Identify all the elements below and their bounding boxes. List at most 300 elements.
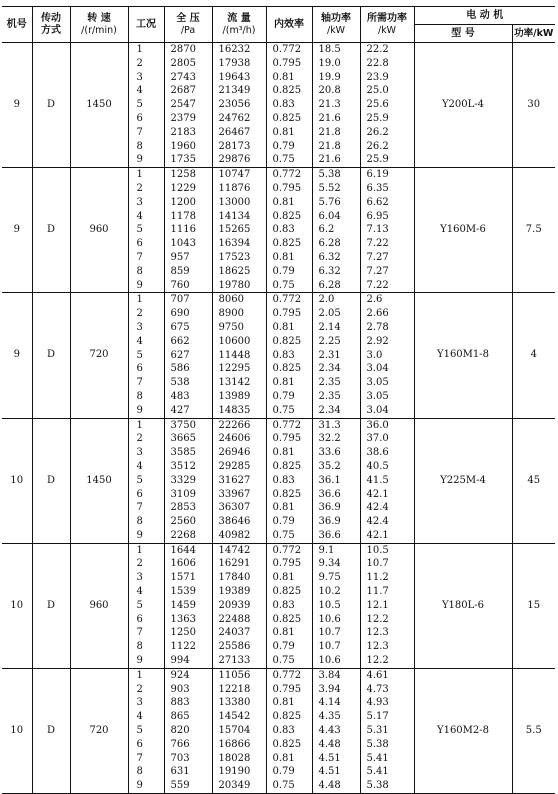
flow-value: 27133 xyxy=(218,655,251,667)
shaft-power-value: 10.6 xyxy=(318,655,341,667)
required-power-value: 5.38 xyxy=(366,738,389,750)
condition-value: 5 xyxy=(136,99,143,111)
flow-cell xyxy=(212,293,266,418)
pressure-value: 1606 xyxy=(170,558,196,570)
flow-value: 14134 xyxy=(218,210,251,222)
efficiency-value: 0.825 xyxy=(272,586,302,598)
required-power-value: 6.62 xyxy=(366,196,389,208)
flow-value: 11056 xyxy=(218,669,251,681)
efficiency-value: 0.81 xyxy=(272,502,295,514)
shaft-power-value: 21.8 xyxy=(318,126,341,138)
efficiency-value: 0.81 xyxy=(272,126,295,138)
pressure-value: 1178 xyxy=(170,210,196,222)
shaft-power-cell xyxy=(312,168,360,293)
flow-value: 18625 xyxy=(218,265,251,277)
header-speed-unit: /(r/min) xyxy=(81,24,117,36)
header-shaft-power-label: 轴功率 xyxy=(321,12,351,24)
pressure-value: 1735 xyxy=(170,154,196,166)
flow-value: 13989 xyxy=(218,390,251,402)
condition-value: 2 xyxy=(136,433,143,445)
required-power-value: 42.1 xyxy=(366,529,389,541)
flow-value: 13380 xyxy=(218,697,251,709)
required-power-value: 42.4 xyxy=(366,502,389,514)
pressure-value: 883 xyxy=(170,697,190,709)
shaft-power-value: 10.6 xyxy=(318,613,341,625)
motor-model-cell: Y225M-4 xyxy=(414,418,512,543)
flow-value: 13000 xyxy=(218,196,251,208)
shaft-power-value: 21.3 xyxy=(318,99,341,111)
pressure-value: 865 xyxy=(170,711,190,723)
machine-no-cell: 10 xyxy=(2,418,32,543)
condition-value: 5 xyxy=(136,224,143,236)
header-pressure xyxy=(164,7,212,43)
pressure-value: 1459 xyxy=(170,599,196,611)
required-power-cell xyxy=(360,168,414,293)
flow-value: 21349 xyxy=(218,85,251,97)
efficiency-cell xyxy=(266,293,312,418)
pressure-value: 3512 xyxy=(170,460,196,472)
pressure-value: 903 xyxy=(170,683,190,695)
efficiency-value: 0.81 xyxy=(272,447,295,459)
shaft-power-cell xyxy=(312,293,360,418)
shaft-power-value: 21.6 xyxy=(318,154,341,166)
flow-value: 16394 xyxy=(218,238,251,250)
flow-value: 24762 xyxy=(218,112,251,124)
shaft-power-value: 6.28 xyxy=(318,238,341,250)
efficiency-value: 0.83 xyxy=(272,99,295,111)
pressure-value: 3665 xyxy=(170,433,196,445)
header-motor-model: 型 号 xyxy=(414,25,512,43)
flow-value: 19643 xyxy=(218,71,251,83)
required-power-value: 7.27 xyxy=(366,265,389,277)
required-power-value: 5.41 xyxy=(366,752,389,764)
pressure-value: 1363 xyxy=(170,613,196,625)
efficiency-value: 0.825 xyxy=(272,738,302,750)
shaft-power-value: 6.28 xyxy=(318,279,341,291)
flow-value: 20349 xyxy=(218,780,251,792)
shaft-power-value: 4.48 xyxy=(318,738,341,750)
shaft-power-value: 10.2 xyxy=(318,586,341,598)
condition-value: 8 xyxy=(136,766,143,778)
pressure-value: 3750 xyxy=(170,419,196,431)
efficiency-value: 0.825 xyxy=(272,210,302,222)
drive-cell: D xyxy=(32,168,70,293)
efficiency-value: 0.79 xyxy=(272,766,295,778)
condition-value: 5 xyxy=(136,349,143,361)
efficiency-value: 0.79 xyxy=(272,390,295,402)
pressure-value: 859 xyxy=(170,265,190,277)
pressure-value: 994 xyxy=(170,655,190,667)
speed-cell: 1450 xyxy=(70,43,128,168)
flow-value: 12295 xyxy=(218,363,251,375)
condition-value: 3 xyxy=(136,196,143,208)
flow-value: 38646 xyxy=(218,516,251,528)
efficiency-value: 0.772 xyxy=(272,544,302,556)
condition-value: 3 xyxy=(136,697,143,709)
shaft-power-value: 4.43 xyxy=(318,725,341,737)
shaft-power-value: 36.6 xyxy=(318,488,341,500)
required-power-value: 7.13 xyxy=(366,224,389,236)
required-power-value: 25.9 xyxy=(366,112,389,124)
required-power-value: 12.2 xyxy=(366,613,389,625)
pressure-value: 631 xyxy=(170,766,190,778)
condition-value: 5 xyxy=(136,599,143,611)
pressure-value: 1539 xyxy=(170,586,196,598)
flow-value: 13142 xyxy=(218,377,251,389)
efficiency-value: 0.75 xyxy=(272,655,295,667)
condition-value: 6 xyxy=(136,363,143,375)
shaft-power-value: 10.5 xyxy=(318,599,341,611)
pressure-value: 1200 xyxy=(170,196,196,208)
required-power-value: 5.17 xyxy=(366,711,389,723)
pressure-value: 586 xyxy=(170,363,190,375)
flow-value: 15704 xyxy=(218,725,251,737)
speed-cell: 1450 xyxy=(70,418,128,543)
efficiency-value: 0.81 xyxy=(272,71,295,83)
efficiency-value: 0.825 xyxy=(272,613,302,625)
required-power-value: 26.2 xyxy=(366,140,389,152)
shaft-power-value: 9.34 xyxy=(318,558,341,570)
shaft-power-value: 2.25 xyxy=(318,335,341,347)
shaft-power-value: 4.35 xyxy=(318,711,341,723)
required-power-value: 12.3 xyxy=(366,641,389,653)
required-power-cell xyxy=(360,293,414,418)
group-row xyxy=(2,418,555,543)
required-power-cell xyxy=(360,418,414,543)
efficiency-value: 0.75 xyxy=(272,279,295,291)
required-power-value: 5.41 xyxy=(366,766,389,778)
flow-value: 19780 xyxy=(218,279,251,291)
condition-value: 4 xyxy=(136,586,143,598)
flow-value: 10600 xyxy=(218,335,251,347)
shaft-power-value: 4.14 xyxy=(318,697,341,709)
shaft-power-value: 2.31 xyxy=(318,349,341,361)
condition-value: 1 xyxy=(136,544,143,556)
flow-value: 8060 xyxy=(218,294,244,306)
flow-value: 24606 xyxy=(218,433,251,445)
efficiency-value: 0.795 xyxy=(272,308,302,320)
shaft-power-value: 9.75 xyxy=(318,572,341,584)
shaft-power-value: 4.51 xyxy=(318,752,341,764)
speed-cell: 720 xyxy=(70,293,128,418)
speed-cell: 720 xyxy=(70,668,128,793)
flow-value: 17840 xyxy=(218,572,251,584)
motor-model-cell: Y180L-6 xyxy=(414,543,512,668)
condition-value: 7 xyxy=(136,752,143,764)
efficiency-value: 0.75 xyxy=(272,154,295,166)
efficiency-value: 0.79 xyxy=(272,516,295,528)
shaft-power-value: 33.6 xyxy=(318,447,341,459)
flow-cell xyxy=(212,668,266,793)
flow-value: 24037 xyxy=(218,627,251,639)
flow-value: 11876 xyxy=(218,182,251,194)
required-power-value: 23.9 xyxy=(366,71,389,83)
pressure-value: 2853 xyxy=(170,502,196,514)
efficiency-value: 0.81 xyxy=(272,752,295,764)
required-power-cell xyxy=(360,668,414,793)
efficiency-value: 0.79 xyxy=(272,140,295,152)
condition-cell xyxy=(128,168,164,293)
header-required-power-label: 所需功率 xyxy=(367,12,407,24)
required-power-value: 5.38 xyxy=(366,780,389,792)
pressure-cell xyxy=(164,668,212,793)
efficiency-value: 0.81 xyxy=(272,697,295,709)
pressure-value: 559 xyxy=(170,780,190,792)
efficiency-value: 0.83 xyxy=(272,349,295,361)
flow-value: 19190 xyxy=(218,766,251,778)
required-power-value: 12.2 xyxy=(366,655,389,667)
shaft-power-value: 36.9 xyxy=(318,516,341,528)
shaft-power-value: 2.35 xyxy=(318,377,341,389)
speed-cell: 960 xyxy=(70,168,128,293)
flow-value: 18028 xyxy=(218,752,251,764)
pressure-cell xyxy=(164,418,212,543)
condition-value: 6 xyxy=(136,238,143,250)
required-power-value: 12.3 xyxy=(366,627,389,639)
condition-value: 2 xyxy=(136,683,143,695)
efficiency-value: 0.83 xyxy=(272,224,295,236)
flow-cell xyxy=(212,168,266,293)
header-motor: 电 动 机 xyxy=(414,7,555,25)
condition-value: 8 xyxy=(136,390,143,402)
flow-value: 25586 xyxy=(218,641,251,653)
condition-value: 6 xyxy=(136,488,143,500)
flow-value: 20939 xyxy=(218,599,251,611)
pressure-value: 3109 xyxy=(170,488,196,500)
required-power-value: 25.6 xyxy=(366,99,389,111)
required-power-value: 4.61 xyxy=(366,669,389,681)
flow-value: 8900 xyxy=(218,308,244,320)
machine-no-cell: 9 xyxy=(2,168,32,293)
efficiency-value: 0.81 xyxy=(272,251,295,263)
header-speed-label: 转 速 xyxy=(87,12,111,24)
flow-value: 15265 xyxy=(218,224,251,236)
header-flow-unit: /(m³/h) xyxy=(222,24,256,36)
machine-no-cell: 9 xyxy=(2,43,32,168)
machine-no-cell: 10 xyxy=(2,668,32,793)
efficiency-value: 0.825 xyxy=(272,85,302,97)
shaft-power-value: 20.8 xyxy=(318,85,341,97)
shaft-power-value: 21.6 xyxy=(318,112,341,124)
flow-value: 14835 xyxy=(218,404,251,416)
required-power-value: 2.6 xyxy=(366,294,383,306)
group-row xyxy=(2,668,555,793)
required-power-value: 3.04 xyxy=(366,363,389,375)
required-power-value: 22.2 xyxy=(366,44,389,55)
pressure-value: 1960 xyxy=(170,140,196,152)
efficiency-value: 0.772 xyxy=(272,169,302,181)
shaft-power-value: 6.32 xyxy=(318,265,341,277)
motor-model-cell: Y160M1-8 xyxy=(414,293,512,418)
pressure-value: 2547 xyxy=(170,99,196,111)
efficiency-value: 0.79 xyxy=(272,641,295,653)
efficiency-value: 0.795 xyxy=(272,182,302,194)
flow-value: 11448 xyxy=(218,349,251,361)
required-power-value: 3.05 xyxy=(366,390,389,402)
pressure-value: 1229 xyxy=(170,182,196,194)
flow-value: 17523 xyxy=(218,251,251,263)
condition-value: 1 xyxy=(136,169,143,181)
header-machine-no: 机号 xyxy=(2,7,32,43)
header-shaft-power-unit: /kW xyxy=(326,24,346,36)
pressure-value: 1644 xyxy=(170,544,196,556)
motor-model-cell: Y160M-6 xyxy=(414,168,512,293)
required-power-value: 6.19 xyxy=(366,169,389,181)
flow-value: 29876 xyxy=(218,154,251,166)
shaft-power-value: 2.05 xyxy=(318,308,341,320)
header-efficiency: 内效率 xyxy=(266,7,312,43)
efficiency-value: 0.825 xyxy=(272,488,302,500)
group-row xyxy=(2,43,555,168)
condition-value: 8 xyxy=(136,516,143,528)
condition-value: 9 xyxy=(136,279,143,291)
fan-performance-table-wrap xyxy=(2,6,555,794)
pressure-value: 627 xyxy=(170,349,190,361)
required-power-value: 7.22 xyxy=(366,279,389,291)
shaft-power-cell xyxy=(312,43,360,168)
condition-value: 6 xyxy=(136,112,143,124)
flow-value: 16232 xyxy=(218,44,251,55)
shaft-power-value: 2.0 xyxy=(318,294,335,306)
motor-power-cell: 4 xyxy=(512,293,555,418)
pressure-value: 703 xyxy=(170,752,190,764)
shaft-power-cell xyxy=(312,668,360,793)
required-power-value: 7.22 xyxy=(366,238,389,250)
flow-value: 9750 xyxy=(218,321,244,333)
header-drive-label: 传动方式 xyxy=(41,12,61,36)
shaft-power-cell xyxy=(312,543,360,668)
efficiency-value: 0.825 xyxy=(272,112,302,124)
shaft-power-value: 19.9 xyxy=(318,71,341,83)
condition-value: 4 xyxy=(136,85,143,97)
efficiency-value: 0.795 xyxy=(272,558,302,570)
efficiency-cell xyxy=(266,668,312,793)
flow-value: 29285 xyxy=(218,460,251,472)
pressure-value: 1250 xyxy=(170,627,196,639)
efficiency-value: 0.825 xyxy=(272,711,302,723)
required-power-value: 42.4 xyxy=(366,516,389,528)
motor-model-cell: Y160M2-8 xyxy=(414,668,512,793)
required-power-value: 7.27 xyxy=(366,251,389,263)
efficiency-cell xyxy=(266,418,312,543)
efficiency-value: 0.772 xyxy=(272,669,302,681)
shaft-power-value: 2.35 xyxy=(318,390,341,402)
shaft-power-value: 2.14 xyxy=(318,321,341,333)
shaft-power-value: 5.52 xyxy=(318,182,341,194)
condition-cell xyxy=(128,543,164,668)
motor-model-cell: Y200L-4 xyxy=(414,43,512,168)
pressure-value: 1258 xyxy=(170,169,196,181)
required-power-value: 25.0 xyxy=(366,85,389,97)
required-power-value: 4.73 xyxy=(366,683,389,695)
efficiency-value: 0.81 xyxy=(272,321,295,333)
condition-cell xyxy=(128,43,164,168)
header-pressure-label: 全 压 xyxy=(176,12,200,24)
drive-cell: D xyxy=(32,418,70,543)
shaft-power-value: 32.2 xyxy=(318,433,341,445)
condition-value: 1 xyxy=(136,294,143,306)
condition-value: 3 xyxy=(136,321,143,333)
condition-value: 6 xyxy=(136,738,143,750)
efficiency-value: 0.795 xyxy=(272,57,302,69)
efficiency-value: 0.83 xyxy=(272,599,295,611)
shaft-power-value: 36.1 xyxy=(318,474,341,486)
flow-value: 14542 xyxy=(218,711,251,723)
efficiency-cell xyxy=(266,543,312,668)
flow-value: 17938 xyxy=(218,57,251,69)
efficiency-value: 0.81 xyxy=(272,196,295,208)
motor-power-cell: 15 xyxy=(512,543,555,668)
shaft-power-value: 4.48 xyxy=(318,780,341,792)
flow-value: 22488 xyxy=(218,613,251,625)
pressure-value: 2268 xyxy=(170,529,196,541)
header-shaft-power xyxy=(312,7,360,43)
condition-value: 7 xyxy=(136,502,143,514)
flow-value: 28173 xyxy=(218,140,251,152)
required-power-value: 5.31 xyxy=(366,725,389,737)
required-power-value: 38.6 xyxy=(366,447,389,459)
header-required-power xyxy=(360,7,414,43)
pressure-value: 2743 xyxy=(170,71,196,83)
condition-value: 7 xyxy=(136,251,143,263)
required-power-value: 2.66 xyxy=(366,308,389,320)
shaft-power-value: 21.8 xyxy=(318,140,341,152)
condition-value: 2 xyxy=(136,308,143,320)
flow-value: 16291 xyxy=(218,558,251,570)
shaft-power-value: 36.9 xyxy=(318,502,341,514)
condition-value: 5 xyxy=(136,474,143,486)
required-power-value: 22.8 xyxy=(366,57,389,69)
flow-cell xyxy=(212,418,266,543)
shaft-power-value: 35.2 xyxy=(318,460,341,472)
shaft-power-value: 10.7 xyxy=(318,627,341,639)
efficiency-value: 0.83 xyxy=(272,474,295,486)
required-power-value: 3.04 xyxy=(366,404,389,416)
shaft-power-value: 6.32 xyxy=(318,251,341,263)
pressure-cell xyxy=(164,168,212,293)
flow-value: 23056 xyxy=(218,99,251,111)
flow-value: 16866 xyxy=(218,738,251,750)
pressure-value: 1571 xyxy=(170,572,196,584)
condition-value: 2 xyxy=(136,182,143,194)
required-power-value: 2.78 xyxy=(366,321,389,333)
required-power-value: 42.1 xyxy=(366,488,389,500)
pressure-value: 2379 xyxy=(170,112,196,124)
header-speed xyxy=(70,7,128,43)
condition-cell xyxy=(128,668,164,793)
shaft-power-value: 5.76 xyxy=(318,196,341,208)
condition-value: 4 xyxy=(136,210,143,222)
pressure-value: 690 xyxy=(170,308,190,320)
speed-cell: 960 xyxy=(70,543,128,668)
efficiency-value: 0.83 xyxy=(272,725,295,737)
condition-value: 1 xyxy=(136,44,143,55)
efficiency-cell xyxy=(266,168,312,293)
condition-value: 2 xyxy=(136,57,143,69)
pressure-cell xyxy=(164,43,212,168)
efficiency-value: 0.772 xyxy=(272,419,302,431)
pressure-value: 538 xyxy=(170,377,190,389)
pressure-value: 820 xyxy=(170,725,190,737)
efficiency-value: 0.825 xyxy=(272,460,302,472)
table-body xyxy=(2,43,555,794)
flow-value: 31627 xyxy=(218,474,251,486)
pressure-value: 2805 xyxy=(170,57,196,69)
condition-value: 8 xyxy=(136,140,143,152)
motor-power-cell: 45 xyxy=(512,418,555,543)
drive-cell: D xyxy=(32,543,70,668)
condition-value: 9 xyxy=(136,529,143,541)
